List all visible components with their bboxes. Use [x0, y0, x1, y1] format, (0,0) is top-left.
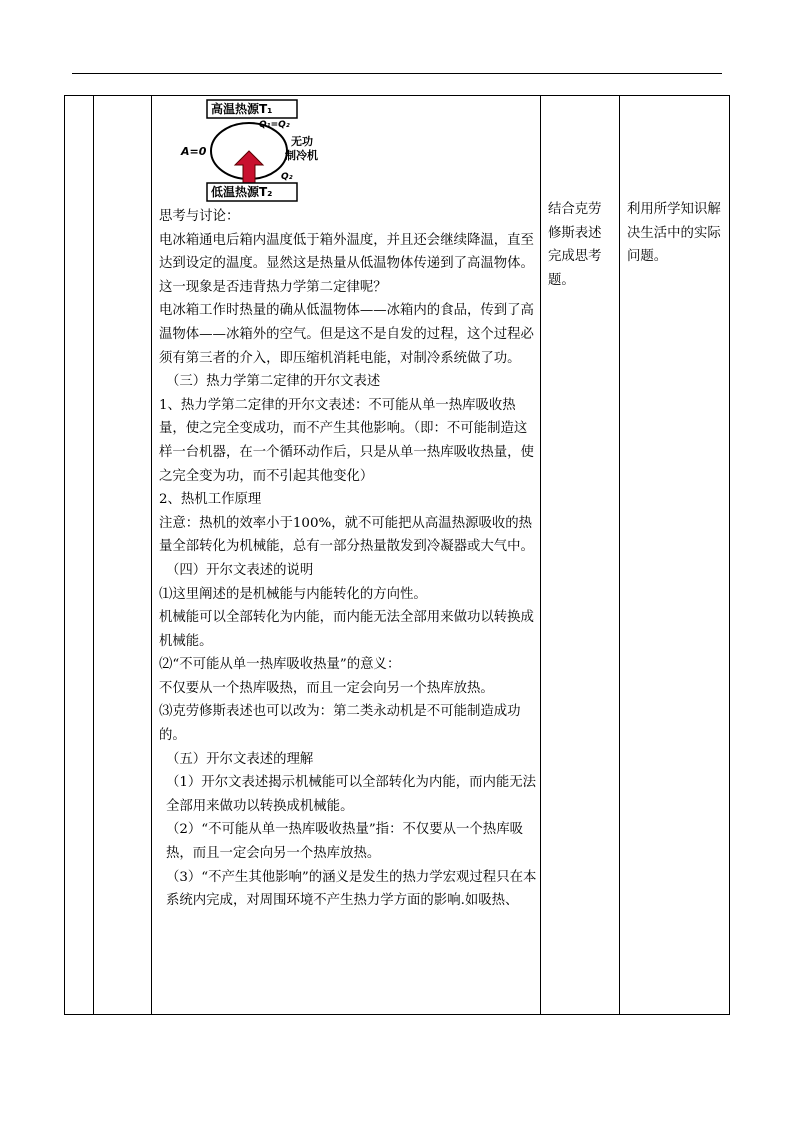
- machine-label-2: 制冷机: [285, 149, 318, 162]
- table-divider-4: [619, 95, 620, 1015]
- explanation-2-detail: 不仅要从一个热库吸热，而且一定会向另一个热库放热。: [159, 680, 494, 696]
- work-label: A=0: [181, 145, 207, 158]
- table-divider-3: [540, 95, 541, 1015]
- table-bottom-border: [64, 1014, 730, 1015]
- header-rule: [72, 73, 722, 74]
- q1-label: Q₁=Q₂: [259, 120, 290, 130]
- understanding-3: （3）“不产生其他影响”的涵义是发生的热力学宏观过程只在本系统内完成，对周围环境不产生热力学方面的影响.如吸热、: [166, 869, 537, 909]
- explanation-2: ⑵“不可能从单一热库吸收热量”的意义：: [159, 657, 401, 673]
- understanding-2: （2）“不可能从单一热库吸收热量”指：不仅要从一个热库吸热，而且一定会向另一个热库放热。: [166, 822, 523, 862]
- discussion-answer: 电冰箱工作时热量的确从低温物体——冰箱内的食品，传到了高温物体——冰箱外的空气。但是这不是自发的过程，这个过程必须有第三者的介入，即压缩机消耗电能，对制冷系统做了功。: [159, 303, 534, 366]
- teaching-content: [159, 99, 537, 913]
- refrigerator-diagram: [181, 99, 318, 203]
- section-5-heading: （五）开尔文表述的理解: [166, 751, 314, 767]
- machine-label-1: 无功: [291, 135, 313, 148]
- discussion-question: 电冰箱通电后箱内温度低于箱外温度，并且还会继续降温，直至达到设定的温度。显然这是热量从低温物体传递到了高温物体。这一现象是否违背热力学第二定律呢？: [159, 232, 534, 295]
- section-3-heading: （三）热力学第二定律的开尔文表述: [166, 374, 381, 390]
- explanation-3: ⑶克劳修斯表述也可以改为：第二类永动机是不可能制造成功的。: [159, 704, 521, 744]
- table-top-border: [64, 95, 730, 96]
- heat-engine-heading: 2、热机工作原理: [159, 492, 262, 508]
- explanation-1-detail: 机械能可以全部转化为内能，而内能无法全部用来做功以转换成机械能。: [159, 610, 534, 649]
- understanding-1: （1）开尔文表述揭示机械能可以全部转化为内能，而内能无法全部用来做功以转换成机械能。: [166, 775, 537, 814]
- heat-engine-note: 注意：热机的效率小于100%，就不可能把从高温热源吸收的热量全部转化为机械能，总有一部分热量散发到冷凝器或大气中。: [159, 515, 534, 555]
- section-4-heading: （四）开尔文表述的说明: [166, 562, 314, 578]
- student-activity: 结合克劳修斯表述完成思考题。: [548, 202, 602, 288]
- table-border-left: [64, 95, 65, 1015]
- discussion-heading: 思考与讨论：: [159, 209, 240, 224]
- explanation-1: ⑴这里阐述的是机械能与内能转化的方向性。: [159, 586, 427, 602]
- table-border-right: [729, 95, 730, 1015]
- kelvin-statement: 1、热力学第二定律的开尔文表述：不可能从单一热库吸收热量，使之完全变成功，而不产生其他影响。（即：不可能制造这样一台机器，在一个循环动作后，只是从单一热库吸收热量，使之完全变为功，而不引起其他变化）: [159, 397, 534, 484]
- cold-reservoir-label: 低温热源T₂: [211, 185, 273, 199]
- design-intent: 利用所学知识解决生活中的实际问题。: [627, 202, 721, 265]
- table-divider-2: [151, 95, 152, 1015]
- hot-reservoir-label: 高温热源T₁: [211, 102, 273, 116]
- table-divider-1: [93, 95, 94, 1015]
- q2-label: Q₂: [281, 172, 293, 182]
